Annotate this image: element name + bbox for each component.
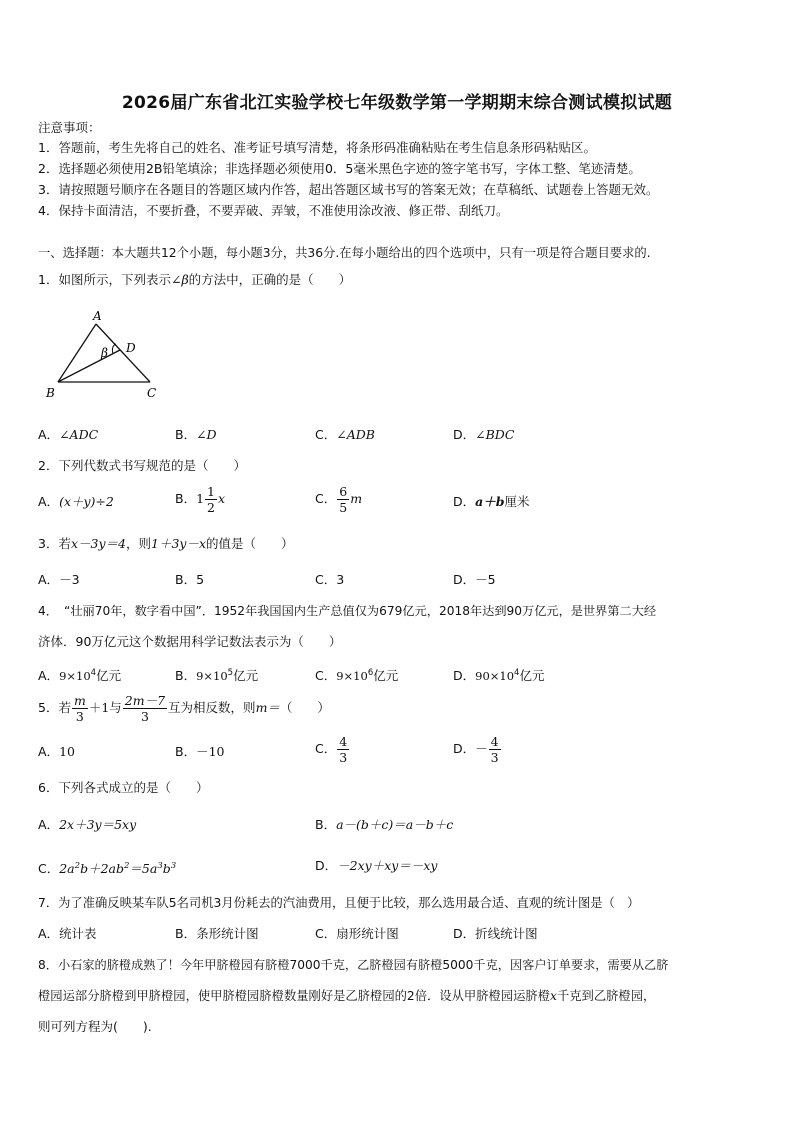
option-value: a－(b＋c)＝a－b＋c — [336, 817, 454, 832]
denominator: 3 — [140, 709, 149, 724]
variable: x — [217, 491, 226, 506]
unit: 亿元 — [519, 668, 545, 684]
unit: 亿元 — [373, 668, 399, 684]
q3-stem-mid: ，则 — [125, 536, 151, 551]
label-c: C — [147, 386, 157, 400]
option-value: ∠ADC — [59, 427, 99, 442]
numerator: m — [73, 693, 86, 708]
fraction — [72, 693, 88, 724]
sci-exponent: 4 — [514, 668, 520, 678]
option-value: －3 — [59, 572, 80, 587]
denominator: 5 — [339, 500, 348, 515]
q6-stem: 6．下列各式成立的是（ ） — [38, 780, 209, 795]
q5-option-a — [38, 744, 75, 760]
variable: m — [350, 491, 363, 506]
label-beta: β — [101, 346, 108, 360]
notice-item-3: 3．请按照题号顺序在各题目的答题区域内作答，超出答题区域书写的答案无效；在草稿纸、试题卷上答题无效。 — [38, 182, 659, 197]
option-label: B． — [175, 668, 197, 684]
fraction — [337, 734, 349, 765]
q1-stem — [38, 272, 351, 288]
q8-variable: x — [550, 989, 557, 1003]
option-label: B． — [175, 491, 197, 506]
numerator: 6 — [339, 484, 348, 499]
q4-option-b — [175, 665, 258, 684]
option-label: B． — [175, 572, 197, 587]
q6-option-a — [38, 817, 136, 833]
q5-stem-and: 与 — [109, 700, 122, 715]
option-label: B． — [175, 744, 197, 759]
fraction — [489, 734, 501, 765]
option-value: －10 — [196, 744, 225, 759]
notice-heading: 注意事项： — [38, 120, 101, 135]
option-label: C． — [315, 572, 337, 587]
numerator: 1 — [207, 484, 215, 499]
q5-variable: m＝ — [255, 700, 280, 715]
q5-option-b — [175, 744, 224, 760]
fraction — [337, 484, 349, 515]
option-label: C． — [315, 668, 337, 684]
denominator: 3 — [490, 750, 499, 765]
section-heading: 一、选择题：本大题共12个小题，每小题3分，共36分.在每小题给出的四个选项中，只有一项是符合题目要求的. — [38, 246, 651, 260]
option-value: 2x＋3y＝5xy — [59, 817, 137, 832]
q7-option-b: B．条形统计图 — [175, 926, 259, 941]
option-value: (x＋y)÷2 — [59, 494, 114, 509]
label-d: D — [126, 341, 136, 355]
q1-option-c — [315, 427, 375, 443]
unit: 厘米 — [504, 494, 530, 509]
option-label: C． — [315, 491, 337, 506]
sci-base: 90×10 — [475, 669, 515, 684]
q3-condition: x－3y＝4 — [70, 536, 126, 551]
q8-stem-line1: 8．小石家的脐橙成熟了！今年甲脐橙园有脐橙7000千克，乙脐橙园有脐橙5000千克，因客户订单要求，需要从乙脐 — [38, 958, 669, 972]
q1-option-b — [175, 427, 217, 443]
q1-option-a — [38, 427, 98, 443]
q4-stem-line2: 济体．90万亿元这个数据用科学记数法表示为（ ） — [38, 634, 342, 649]
q8-text: 橙园运部分脐橙到甲脐橙园，使甲脐橙园脐橙数量刚好是乙脐橙园的2倍．设从甲脐橙园运脐橙 — [38, 989, 550, 1003]
q3-stem — [38, 536, 294, 552]
segment-bd — [58, 350, 120, 382]
q1-option-d — [453, 427, 514, 443]
option-label: C． — [315, 741, 337, 756]
q4-stem-line1: 4． “壮丽70年，数字看中国”．1952年我国国内生产总值仅为679亿元，2018年达到90万亿元，是世界第二大经 — [38, 604, 657, 618]
option-value: a＋b — [475, 494, 505, 509]
option-label: D． — [453, 494, 476, 509]
q8-stem-line2 — [38, 988, 655, 1004]
q3-stem-text: 3．若 — [38, 536, 71, 551]
option-label: D． — [453, 427, 476, 442]
option-value: ∠ADB — [336, 427, 375, 442]
option-label: D． — [453, 741, 476, 756]
q4-option-a — [38, 665, 121, 684]
option-label: A． — [38, 494, 60, 509]
notice-item-1: 1．答题前，考生先将自己的姓名、准考证号填写清楚，将条形码准确粘贴在考生信息条形码粘贴区。 — [38, 140, 596, 155]
q5-option-c — [315, 734, 350, 765]
numerator: 4 — [339, 734, 348, 749]
q3-option-c — [315, 572, 344, 588]
option-label: D． — [453, 572, 476, 587]
option-value: ∠D — [196, 427, 217, 442]
q2-option-b — [175, 484, 225, 515]
q3-stem-tail: 的值是（ ） — [206, 536, 294, 551]
mixed-whole: 1 — [196, 491, 205, 506]
q3-expression: 1＋3y－x — [151, 536, 207, 551]
denominator: 3 — [339, 750, 348, 765]
option-label: B． — [315, 817, 337, 832]
option-value: －5 — [475, 572, 496, 587]
q7-option-c: C．扇形统计图 — [315, 926, 399, 941]
denominator: 3 — [75, 709, 84, 724]
sci-exponent: 5 — [227, 668, 234, 678]
q2-stem: 2．下列代数式书写规范的是（ ） — [38, 458, 246, 473]
option-value: 10 — [59, 744, 75, 759]
option-label: A． — [38, 817, 60, 832]
numerator: 2m－7 — [124, 693, 166, 708]
q1-stem-tail: 的方法中，正确的是（ ） — [188, 272, 352, 287]
plus-one: ＋1 — [88, 700, 110, 715]
q1-stem-text: 1．如图所示，下列表示 — [38, 272, 171, 287]
q3-option-b — [175, 572, 204, 588]
q6-option-d — [315, 858, 437, 874]
side-ab — [58, 324, 96, 382]
q5-stem-tail: （ ） — [279, 700, 330, 715]
option-label: A． — [38, 572, 60, 587]
option-label: A． — [38, 668, 60, 684]
denominator: 2 — [207, 500, 215, 515]
numerator: 4 — [490, 734, 499, 749]
option-value: －2xy＋xy＝－xy — [337, 858, 438, 873]
q5-stem-mid: 互为相反数，则 — [168, 700, 256, 715]
option-value: 3 — [336, 572, 345, 587]
unit: 亿元 — [96, 668, 122, 684]
sci-base: 9×10 — [196, 669, 228, 684]
q7-option-a: A．统计表 — [38, 926, 97, 941]
fraction — [123, 693, 167, 724]
option-label: C． — [315, 427, 337, 442]
option-label: A． — [38, 744, 60, 759]
unit: 亿元 — [233, 668, 259, 684]
sci-base: 9×10 — [336, 669, 368, 684]
option-value: 5 — [196, 572, 205, 587]
label-a: A — [93, 309, 102, 323]
q2-option-c — [315, 484, 362, 515]
q6-option-b — [315, 817, 453, 833]
label-b: B — [46, 386, 55, 400]
q3-option-d — [453, 572, 496, 588]
fraction — [205, 484, 217, 515]
q8-text-tail: 千克到乙脐橙园， — [556, 989, 656, 1003]
page-title: 2026届广东省北江实验学校七年级数学第一学期期末综合测试模拟试题 — [121, 93, 673, 113]
q7-option-d: D．折线统计图 — [453, 926, 538, 941]
option-label: C． — [38, 861, 60, 877]
q5-option-d — [453, 734, 502, 765]
q2-option-a — [38, 494, 114, 510]
q7-stem: 7．为了准确反映某车队5名司机3月份耗去的汽油费用，且便于比较，那么选用最合适、直观的统计图是（ ） — [38, 896, 640, 910]
notice-item-2: 2．选择题必须使用2B铅笔填涂；非选择题必须使用0．5毫米黑色字迹的签字笔书写，字体工整、笔迹清楚。 — [38, 161, 641, 176]
sci-exponent: 4 — [90, 668, 97, 678]
q4-option-c — [315, 665, 398, 684]
q6-option-c — [38, 858, 176, 877]
option-label: D． — [315, 858, 338, 873]
minus-sign: － — [475, 741, 488, 756]
q5-stem-text: 5．若 — [38, 700, 71, 715]
q4-option-d — [453, 665, 544, 684]
option-value: ∠BDC — [475, 427, 515, 442]
q1-angle: ∠β — [170, 272, 189, 287]
option-label: A． — [38, 427, 60, 442]
option-label: D． — [453, 668, 476, 684]
q1-triangle-figure — [40, 308, 170, 404]
sci-base: 9×10 — [59, 669, 91, 684]
q2-option-d — [453, 494, 530, 510]
q3-option-a — [38, 572, 80, 588]
q8-stem-line3: 则可列方程为( ). — [38, 1019, 152, 1034]
option-label: B． — [175, 427, 197, 442]
q5-stem — [38, 693, 330, 724]
sci-exponent: 6 — [367, 668, 374, 678]
notice-item-4: 4．保持卡面清洁，不要折叠，不要弄破、弄皱，不准使用涂改液、修正带、刮纸刀。 — [38, 203, 509, 218]
option-value: $2a^2b+2ab^2=5a^3b^3$ — [59, 861, 177, 877]
